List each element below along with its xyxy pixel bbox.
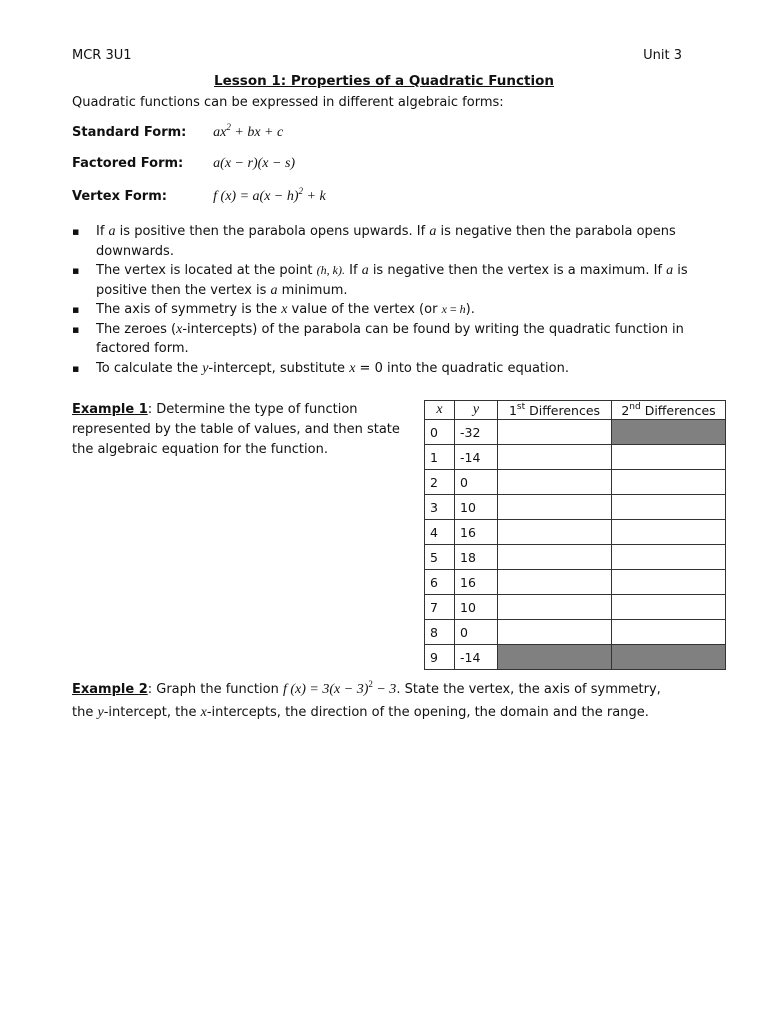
y-value-cell: 10 — [455, 495, 498, 520]
x-value-cell: 1 — [425, 445, 455, 470]
standard-form-label: Standard Form: — [72, 125, 187, 140]
y-value-cell: -32 — [455, 420, 498, 445]
y-value-cell: 0 — [455, 470, 498, 495]
table-row — [425, 495, 726, 520]
standard-form-row — [72, 122, 284, 141]
second-difference-cell[interactable] — [612, 470, 726, 495]
table-row — [425, 520, 726, 545]
second-difference-cell — [612, 420, 726, 445]
first-difference-cell[interactable] — [498, 420, 612, 445]
factored-form-equation: a(x − r)(x − s) — [213, 156, 296, 171]
example-2-label: Example 2 — [72, 682, 148, 697]
table-row — [425, 420, 726, 445]
properties-list — [72, 222, 712, 378]
vertex-form-equation: f $(x) = a(x - h)^2 + k$ — [213, 186, 326, 204]
table-row — [425, 570, 726, 595]
col-x-header: x — [425, 401, 455, 420]
second-difference-cell[interactable] — [612, 620, 726, 645]
y-value-cell: 10 — [455, 595, 498, 620]
example-2-equation: f $(x) = 3(x - 3)^2 - 3$ — [282, 679, 397, 697]
first-difference-cell[interactable] — [498, 495, 612, 520]
first-difference-cell[interactable] — [498, 445, 612, 470]
table-of-values — [424, 400, 726, 670]
list-item: ▪ If a is positive then the parabola opens upwards. If a is negative then the parabola opens downwards. — [72, 222, 712, 261]
y-value-cell: -14 — [455, 645, 498, 670]
x-value-cell: 3 — [425, 495, 455, 520]
y-value-cell: 18 — [455, 545, 498, 570]
first-difference-cell[interactable] — [498, 645, 612, 670]
first-difference-cell[interactable] — [498, 570, 612, 595]
y-value-cell: 0 — [455, 620, 498, 645]
intro-text: Quadratic functions can be expressed in different algebraic forms: — [72, 95, 504, 110]
y-value-cell: 16 — [455, 570, 498, 595]
table-row — [425, 545, 726, 570]
second-difference-cell — [612, 645, 726, 670]
second-difference-cell[interactable] — [612, 445, 726, 470]
course-code: MCR 3U1 — [72, 48, 132, 63]
factored-form-label: Factored Form: — [72, 156, 184, 171]
y-value-cell: 16 — [455, 520, 498, 545]
vertex-form-label: Vertex Form: — [72, 189, 167, 204]
x-value-cell: 9 — [425, 645, 455, 670]
x-value-cell: 7 — [425, 595, 455, 620]
first-difference-cell[interactable] — [498, 545, 612, 570]
x-value-cell: 6 — [425, 570, 455, 595]
vertex-form-row — [72, 186, 326, 205]
second-difference-cell[interactable] — [612, 595, 726, 620]
table-row — [425, 470, 726, 495]
list-item: ▪ The vertex is located at the point (h, k). If a is negative then the vertex is a maximum. If a is positive then the vertex is a minimum. — [72, 261, 712, 300]
x-value-cell: 8 — [425, 620, 455, 645]
first-difference-cell[interactable] — [498, 520, 612, 545]
list-item: ▪ The axis of symmetry is the x value of the vertex (or x = h). — [72, 300, 712, 320]
example-1-text: : Determine the type of function represented by the table of values, and then state the algebraic equation for the function. — [72, 402, 400, 457]
lesson-title: Lesson 1: Properties of a Quadratic Function — [214, 73, 554, 89]
first-difference-cell[interactable] — [498, 595, 612, 620]
second-difference-cell[interactable] — [612, 495, 726, 520]
col-y-header: y — [455, 401, 498, 420]
y-value-cell: -14 — [455, 445, 498, 470]
standard-form-equation: $ax^2$ + bx + c — [213, 122, 284, 140]
second-difference-cell[interactable] — [612, 520, 726, 545]
example-1-label: Example 1 — [72, 402, 148, 417]
x-value-cell: 4 — [425, 520, 455, 545]
table-row — [425, 595, 726, 620]
factored-form-row — [72, 156, 295, 172]
table-header-row — [425, 401, 726, 420]
col-first-differences-header: 1st Differences — [498, 401, 612, 420]
x-value-cell: 0 — [425, 420, 455, 445]
list-item: ▪ To calculate the y-intercept, substitute x = 0 into the quadratic equation. — [72, 359, 712, 379]
table-row — [425, 620, 726, 645]
first-difference-cell[interactable] — [498, 620, 612, 645]
x-value-cell: 5 — [425, 545, 455, 570]
example-2: Example 2: Graph the function f $(x) = 3(x - 3)^2 - 3$. State the vertex, the axis of symmetry, the y-intercept, the x-intercepts, the direction of the opening, the domain and the range. — [72, 679, 661, 720]
second-difference-cell[interactable] — [612, 545, 726, 570]
x-value-cell: 2 — [425, 470, 455, 495]
first-difference-cell[interactable] — [498, 470, 612, 495]
table-row — [425, 445, 726, 470]
col-second-differences-header: 2nd Differences — [612, 401, 726, 420]
second-difference-cell[interactable] — [612, 570, 726, 595]
example-1 — [72, 400, 412, 460]
list-item: ▪ The zeroes (x-intercepts) of the parabola can be found by writing the quadratic function in factored form. — [72, 320, 712, 359]
table-row — [425, 645, 726, 670]
unit-label: Unit 3 — [643, 48, 682, 63]
